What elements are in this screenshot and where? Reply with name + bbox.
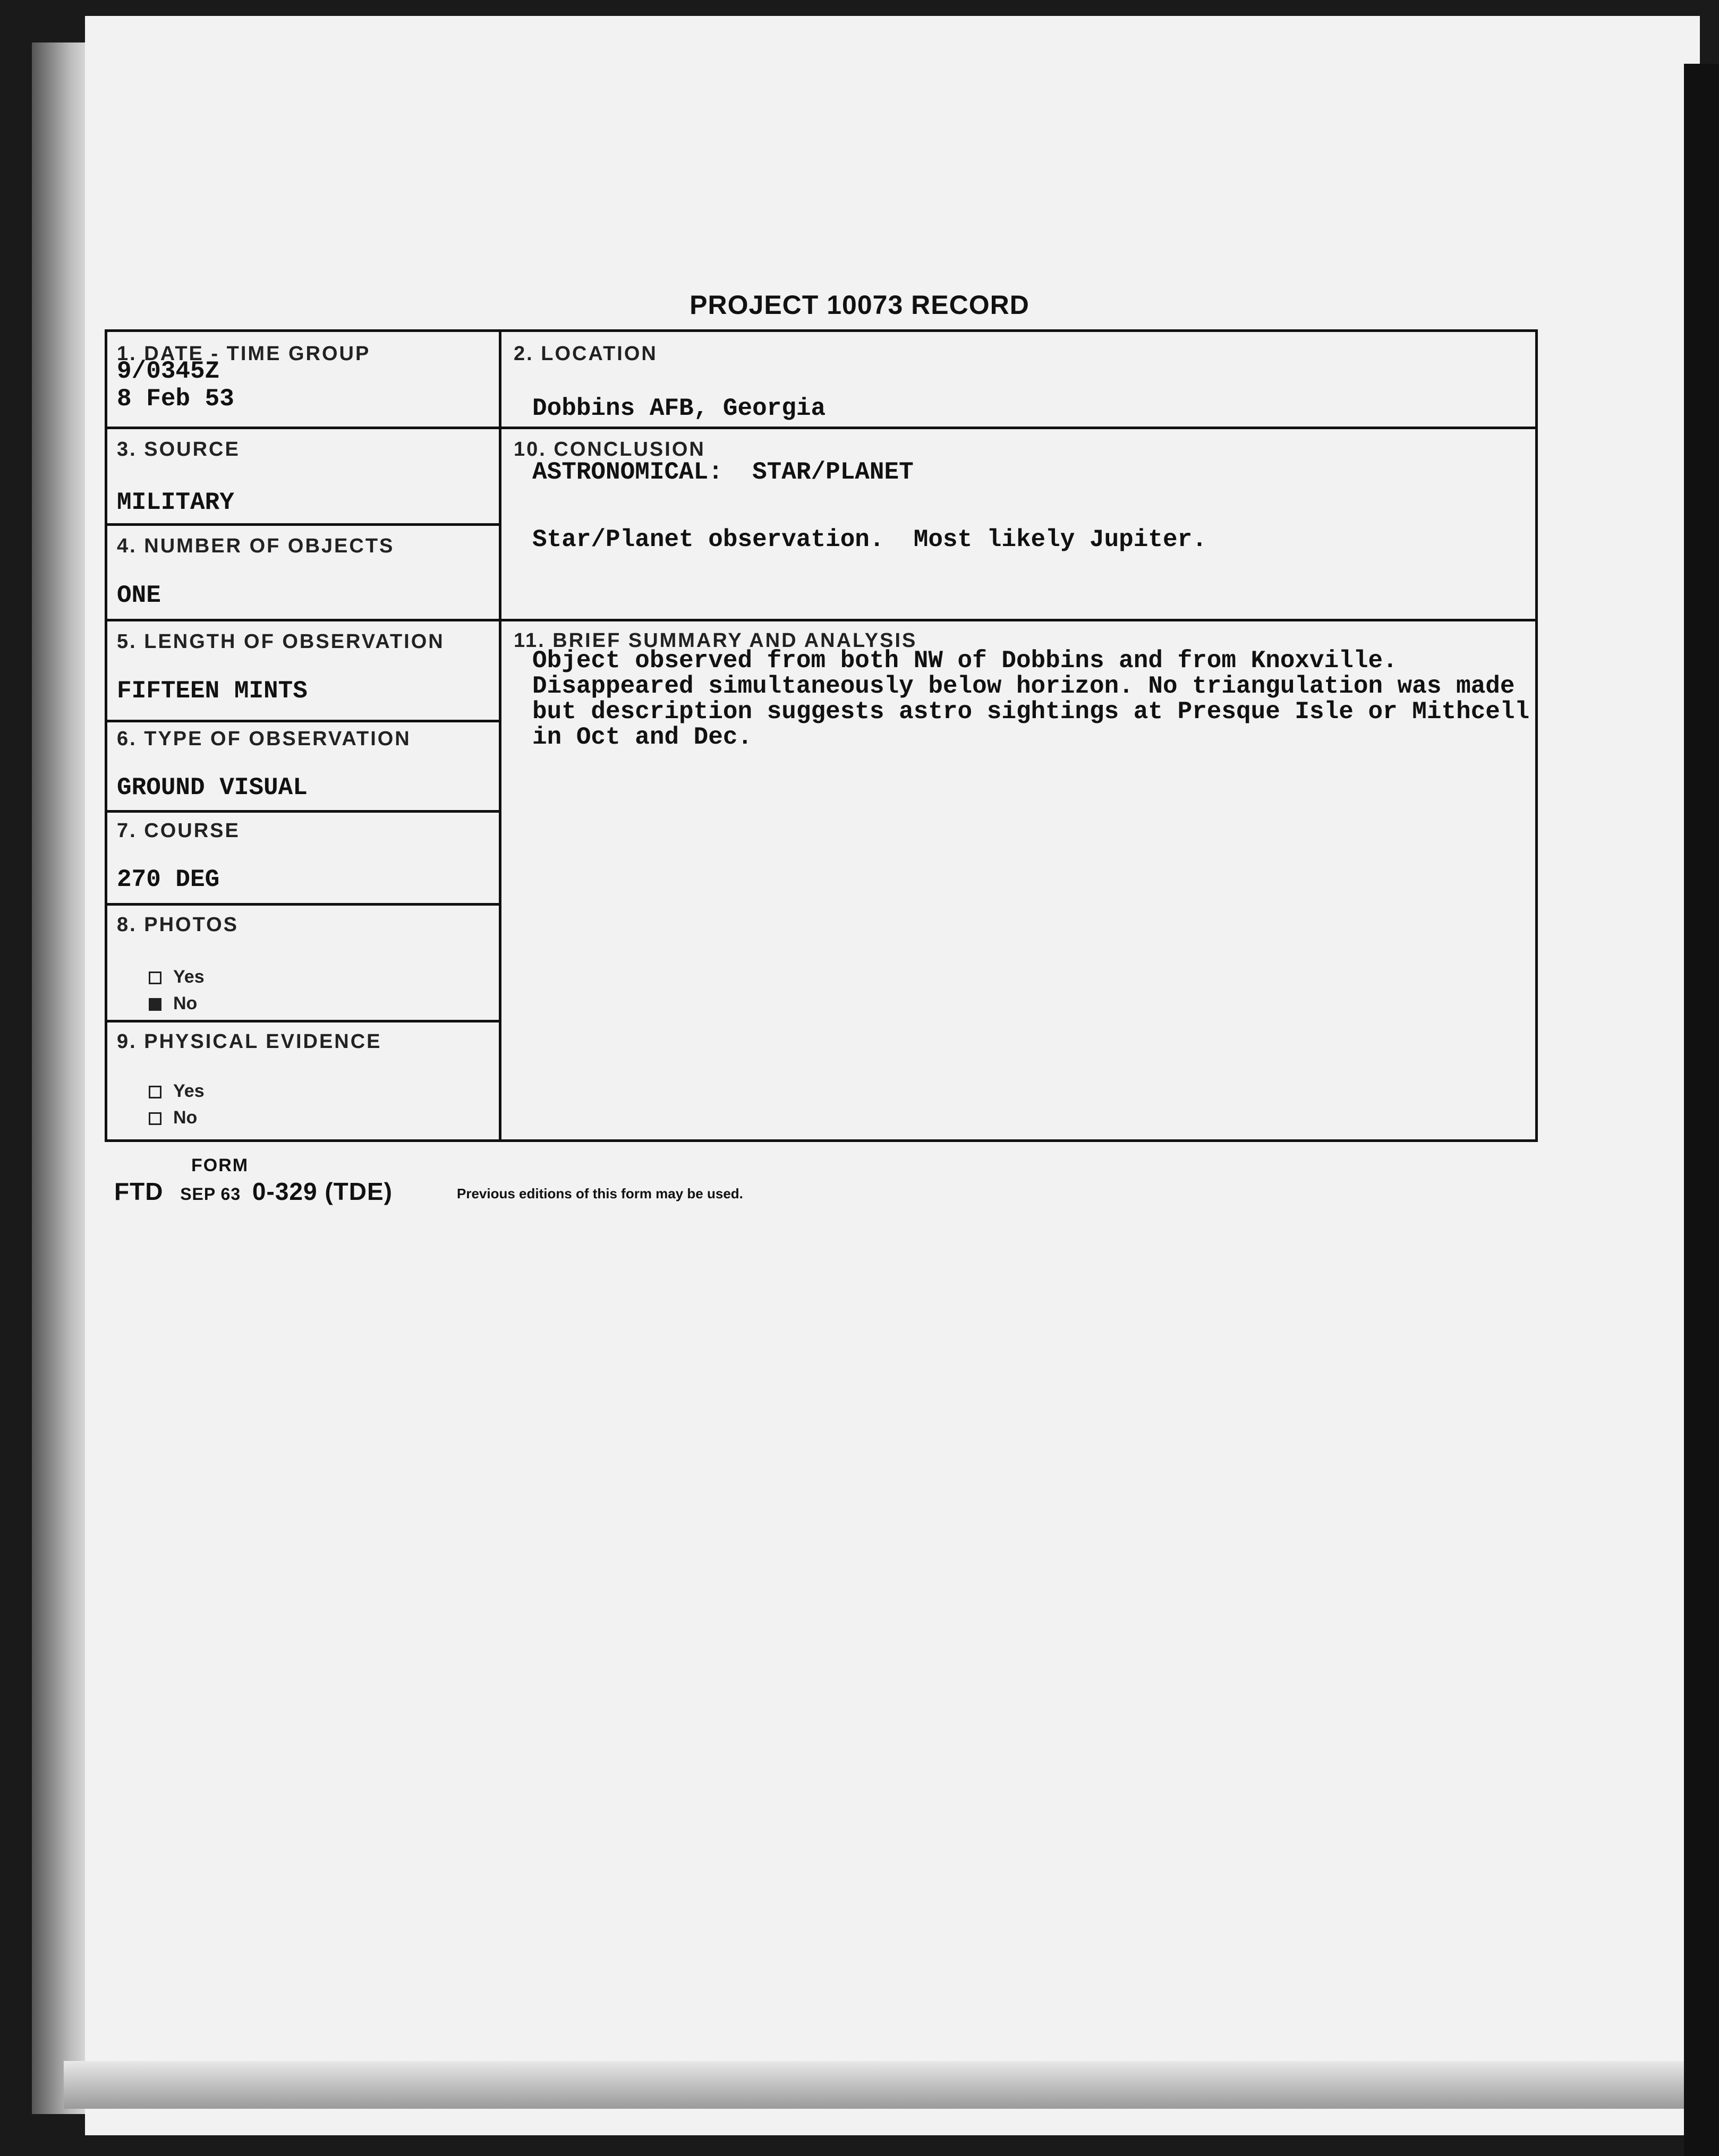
- divider-type: [107, 810, 499, 813]
- photos-no-text: No: [173, 993, 198, 1013]
- photos-yes-checkbox[interactable]: [149, 972, 161, 984]
- footer-ftd: FTD: [114, 1178, 164, 1205]
- divider-source: [107, 523, 499, 526]
- divider-course: [107, 903, 499, 906]
- divider-row1: [107, 427, 1535, 429]
- physical-evidence-yes-checkbox[interactable]: [149, 1086, 161, 1098]
- footer-form-label: FORM: [191, 1155, 249, 1175]
- type-of-observation-value: GROUND VISUAL: [117, 774, 308, 802]
- divider-row4: [107, 619, 1535, 621]
- column-divider: [499, 332, 501, 1139]
- number-of-objects-value: ONE: [117, 582, 161, 609]
- physical-evidence-no-option[interactable]: [149, 1107, 197, 1128]
- physical-evidence-no-checkbox[interactable]: [149, 1112, 161, 1125]
- footer-form-code: [114, 1177, 393, 1206]
- photos-no-option[interactable]: [149, 993, 197, 1014]
- date-value: 8 Feb 53: [117, 385, 234, 413]
- physical-evidence-yes-option[interactable]: [149, 1081, 205, 1102]
- course-label: 7. COURSE: [117, 820, 240, 842]
- conclusion-text: Star/Planet observation. Most likely Jupiter.: [532, 526, 1207, 553]
- divider-photos: [107, 1020, 499, 1022]
- conclusion-label: 10. CONCLUSION: [514, 438, 705, 461]
- scan-shadow-bottom: [64, 2061, 1711, 2109]
- date-time-label: 1. DATE - TIME GROUP: [117, 343, 371, 365]
- footer-note: Previous editions of this form may be used.: [457, 1186, 743, 1201]
- divider-length: [107, 720, 499, 722]
- photos-no-checkbox[interactable]: [149, 998, 161, 1011]
- course-value: 270 DEG: [117, 866, 220, 893]
- length-of-observation-label: 5. LENGTH OF OBSERVATION: [117, 630, 445, 653]
- photos-yes-option[interactable]: [149, 967, 205, 987]
- photos-label: 8. PHOTOS: [117, 914, 239, 936]
- physical-evidence-no-text: No: [173, 1107, 198, 1128]
- date-time-value: 9/0345Z: [117, 357, 220, 385]
- type-of-observation-label: 6. TYPE OF OBSERVATION: [117, 728, 411, 750]
- footer-date: SEP 63: [180, 1184, 241, 1204]
- physical-evidence-yes-text: Yes: [173, 1081, 205, 1101]
- scan-edge-right: [1684, 64, 1719, 2156]
- photos-yes-text: Yes: [173, 967, 205, 987]
- record-form: [105, 329, 1538, 1142]
- document-title: PROJECT 10073 RECORD: [690, 290, 1029, 320]
- conclusion-heading: ASTRONOMICAL: STAR/PLANET: [532, 458, 914, 486]
- length-of-observation-value: FIFTEEN MINTS: [117, 677, 308, 705]
- location-label: 2. LOCATION: [514, 343, 658, 365]
- footer-number: 0-329 (TDE): [252, 1178, 393, 1205]
- source-label: 3. SOURCE: [117, 438, 240, 461]
- physical-evidence-label: 9. PHYSICAL EVIDENCE: [117, 1030, 382, 1053]
- summary-label: 11. BRIEF SUMMARY AND ANALYSIS: [514, 629, 917, 652]
- source-value: MILITARY: [117, 489, 234, 516]
- summary-text: Object observed from both NW of Dobbins and from Knoxville. Disappeared simultaneously below horizon. No triangulation was made but description suggests astro sightings at Presque Isle or Mithcell in Oct and Dec.: [532, 647, 1530, 751]
- location-value: Dobbins AFB, Georgia: [532, 395, 826, 422]
- number-of-objects-label: 4. NUMBER OF OBJECTS: [117, 535, 395, 557]
